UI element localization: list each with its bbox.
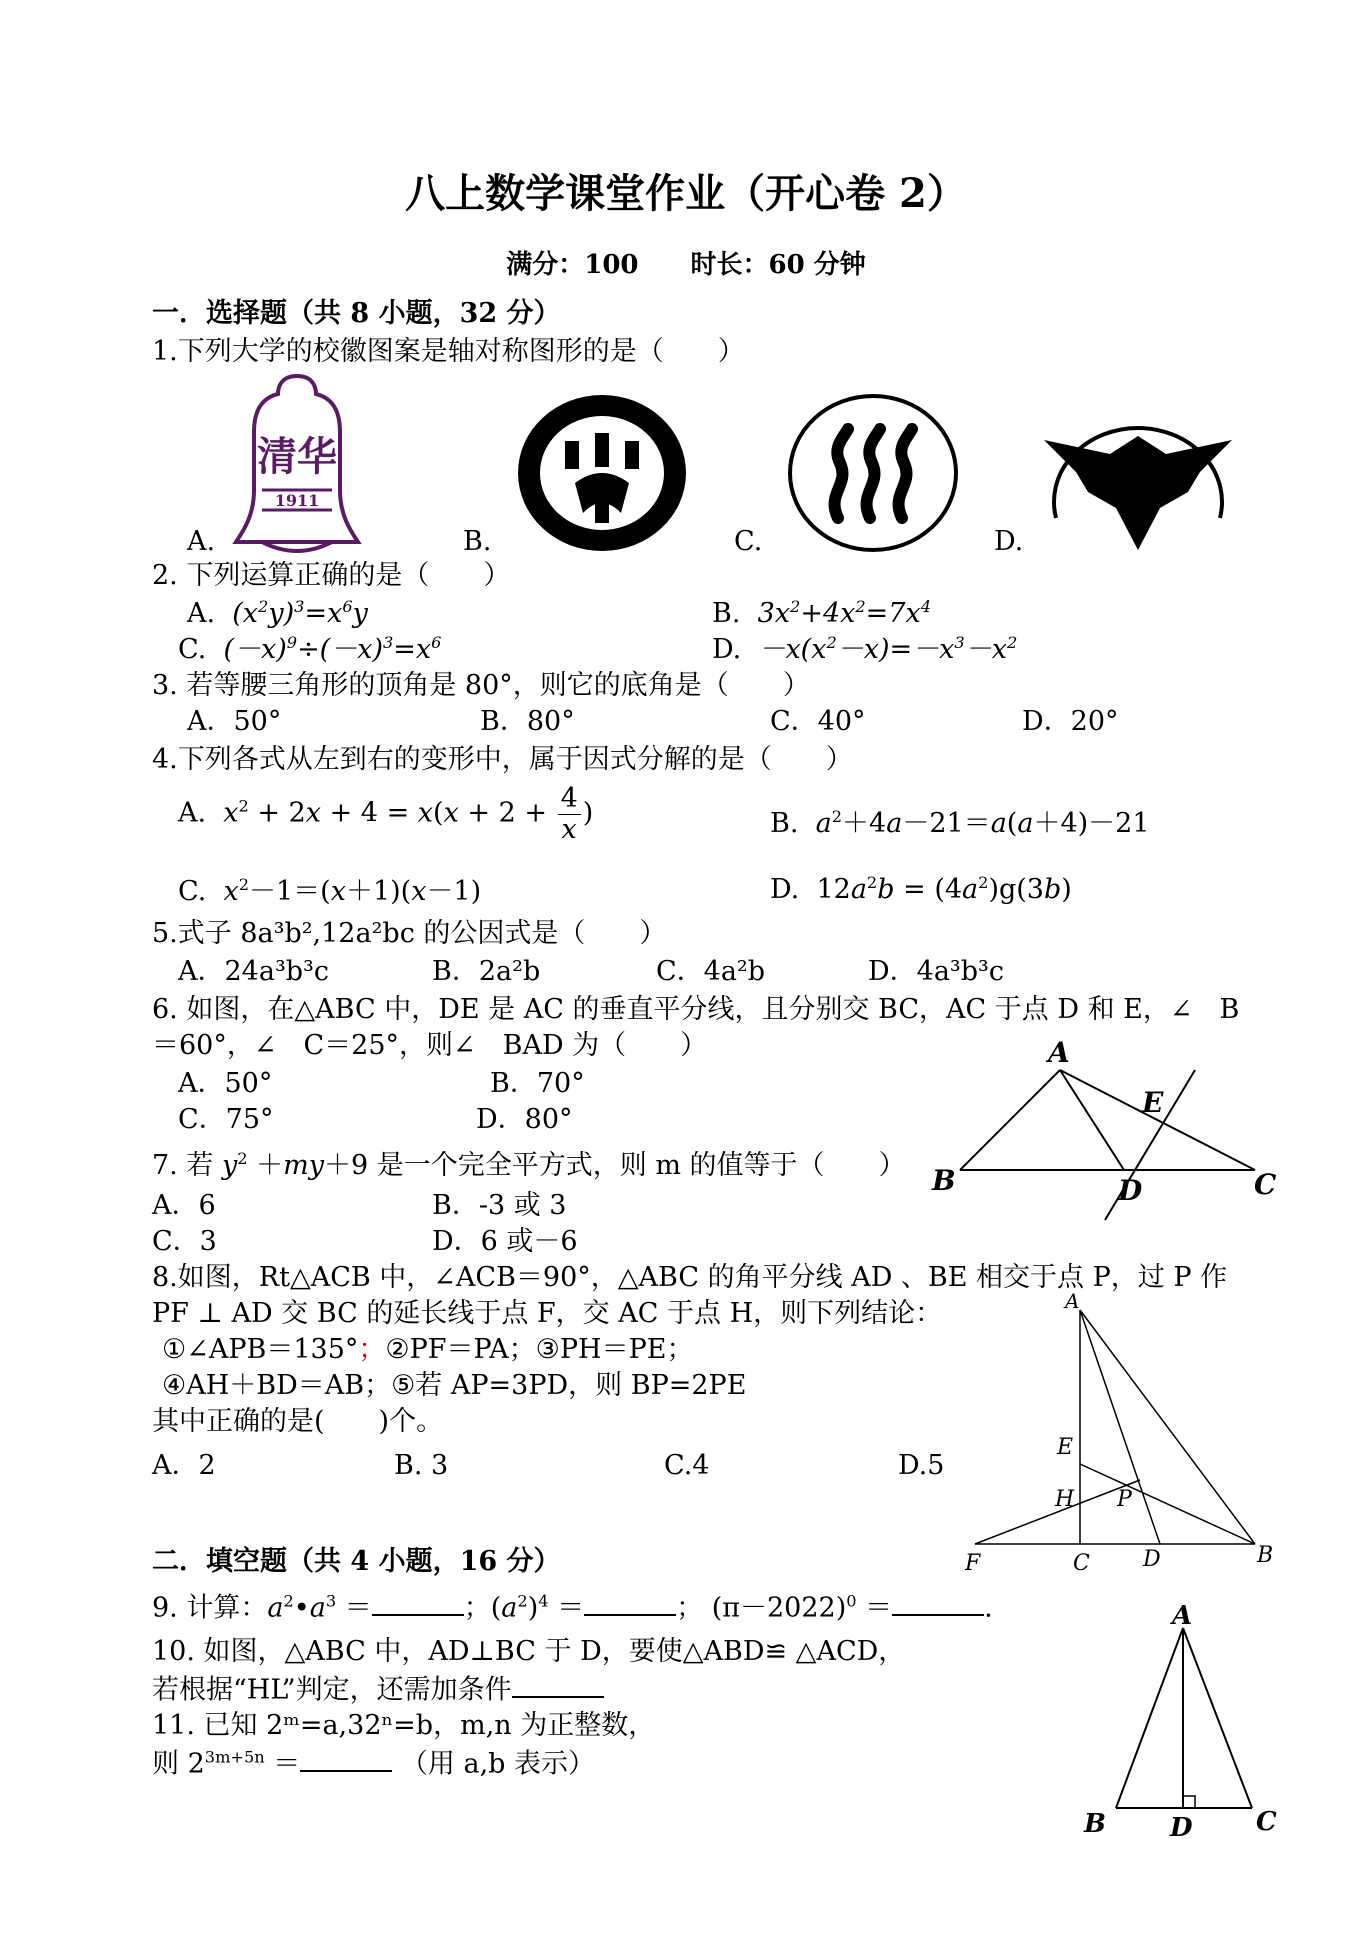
page-title: 八上数学课堂作业（开心卷 2） xyxy=(405,170,967,217)
q4-stem: 4.下列各式从左到右的变形中，属于因式分解的是（ ） xyxy=(152,744,853,775)
q8-option-d: D.5 xyxy=(898,1450,945,1481)
q8-conclusions-line1: ①∠APB＝135°；②PF＝PA；③PH＝PE； xyxy=(162,1334,694,1365)
q6-stem-line1: 6. 如图，在△ABC 中，DE 是 AC 的垂直平分线，且分别交 BC，AC 于点 D 和 E，∠ B xyxy=(152,994,1240,1025)
bell-emblem-icon xyxy=(232,370,362,560)
q6-stem-line2: ＝60°，∠ C＝25°，则∠ BAD 为（ ） xyxy=(152,1030,708,1061)
q8-label-h: H xyxy=(1055,1487,1075,1512)
q1-option-a: A. xyxy=(187,526,216,557)
q7-option-a: A．6 xyxy=(152,1190,216,1221)
q3-option-a: A．50° xyxy=(187,706,282,737)
q10-label-d: D xyxy=(1170,1813,1193,1840)
q6-label-a: A xyxy=(1048,1036,1070,1069)
q3-stem: 3. 若等腰三角形的顶角是 80°，则它的底角是（ ） xyxy=(152,670,810,701)
q8-conclusions-line2: ④AH＋BD＝AB；⑤若 AP=3PD，则 BP=2PE xyxy=(162,1370,747,1401)
q8-option-c: C.4 xyxy=(664,1450,710,1481)
q8-label-c: C xyxy=(1073,1551,1090,1576)
q5-option-a: A．24a³b³c xyxy=(178,956,330,987)
section-1-heading: 一．选择题（共 8 小题，32 分） xyxy=(152,298,561,329)
peking-emblem-icon xyxy=(515,393,690,553)
q8-label-a: A xyxy=(1065,1289,1080,1313)
q8-question: 其中正确的是( )个。 xyxy=(152,1406,444,1437)
q4-option-a: A. $x^2 + 2x + 4 = x(x + 2$ + $\frac{4}{x}$ ) xyxy=(178,783,594,845)
q1-option-b: B. xyxy=(463,526,492,557)
q7-stem: 7. 若 $y^2 +my+9$ 是一个完全平方式，则 m 的值等于（ ） xyxy=(152,1149,906,1181)
q6-option-b: B．70° xyxy=(490,1068,585,1099)
q8-option-b: B. 3 xyxy=(394,1450,449,1481)
emblem-a-year: 1911 xyxy=(274,491,320,510)
exam-meta: 满分：100 时长：60 分钟 xyxy=(506,250,866,280)
q9-blank-3[interactable] xyxy=(892,1590,984,1616)
q7-option-d: D．6 或－6 xyxy=(432,1226,578,1257)
q10-triangle-figure xyxy=(1080,1600,1290,1840)
q4-option-c: C. $x^2-1=(x+1)(x-1)$ xyxy=(178,875,482,907)
wave-emblem-icon xyxy=(786,393,961,553)
q3-option-b: B．80° xyxy=(480,706,575,737)
q5-option-d: D．4a³b³c xyxy=(868,956,1004,987)
q5-option-b: B．2a²b xyxy=(432,956,541,987)
q2-stem: 2. 下列运算正确的是（ ） xyxy=(152,560,511,591)
q8-stem-line1: 8.如图，Rt△ACB 中，∠ACB＝90°，△ABC 的角平分线 AD 、BE 相交于点 P，过 P 作 xyxy=(152,1262,1228,1293)
q6-option-a: A．50° xyxy=(178,1068,273,1099)
q9-line: 9. 计算：$a^2•a^3$ ＝ ；$(a^2)^4$ ＝ ； $(\pi-2022)^0$ ＝ . xyxy=(152,1591,993,1624)
emblem-a-text: 清华 xyxy=(257,433,337,480)
q1-option-d: D. xyxy=(994,526,1024,557)
q8-label-f: F xyxy=(965,1551,981,1576)
q10-line1: 10. 如图，△ABC 中，AD⊥BC 于 D，要使△ABD≌ △ACD， xyxy=(152,1636,906,1667)
q2-option-c: C. $(-x)^9\div(-x)^3=x^6$ xyxy=(178,633,442,665)
q6-option-c: C．75° xyxy=(178,1104,274,1135)
q2-option-a: A. $(x^2y)^3=x^6y$ xyxy=(187,597,368,629)
q4-option-d: D. $12a^2b = (4a^2)g(3b)$ xyxy=(770,873,1072,905)
q10-label-c: C xyxy=(1256,1807,1277,1837)
q11-line2: 则 $2^{3m+5n}$ ＝ （用 a,b 表示） xyxy=(152,1747,596,1780)
q6-label-c: C xyxy=(1254,1168,1277,1201)
q9-blank-1[interactable] xyxy=(372,1590,464,1616)
q2-option-d: D. $-x(x^2-x)=-x^3-x^2$ xyxy=(712,633,1018,665)
q6-label-e: E xyxy=(1142,1086,1164,1119)
q6-option-d: D．80° xyxy=(476,1104,573,1135)
q10-line2: 若根据“HL”判定，还需加条件 xyxy=(152,1672,604,1707)
q9-blank-2[interactable] xyxy=(584,1590,676,1616)
q8-stem-line2: PF ⊥ AD 交 BC 的延长线于点 F，交 AC 于点 H，则下列结论： xyxy=(152,1298,943,1329)
q6-label-b: B xyxy=(932,1164,956,1197)
q11-line1: 11. 已知 2ᵐ=a,32ⁿ=b，m,n 为正整数， xyxy=(152,1710,656,1741)
q7-option-b: B．-3 或 3 xyxy=(432,1190,567,1221)
q2-option-b: B. $3x^2+4x^2=7x^4$ xyxy=(712,597,932,629)
q8-label-p: P xyxy=(1117,1487,1132,1512)
section-2-heading: 二．填空题（共 4 小题，16 分） xyxy=(152,1546,561,1577)
q5-stem: 5.式子 8a³b²,12a²bc 的公因式是（ ） xyxy=(152,918,667,949)
q11-blank[interactable] xyxy=(300,1746,392,1772)
q6-triangle-figure xyxy=(920,1030,1280,1230)
q5-option-c: C．4a²b xyxy=(656,956,766,987)
q8-label-d: D xyxy=(1143,1547,1161,1572)
q1-stem: 1.下列大学的校徽图案是轴对称图形的是（ ） xyxy=(152,336,745,367)
q10-label-b: B xyxy=(1084,1809,1106,1839)
q10-label-a: A xyxy=(1172,1601,1193,1631)
q6-label-d: D xyxy=(1118,1174,1143,1207)
q3-option-c: C．40° xyxy=(770,706,866,737)
q8-label-b: B xyxy=(1257,1543,1274,1568)
eagle-emblem-icon xyxy=(1040,400,1235,560)
q7-option-c: C．3 xyxy=(152,1226,217,1257)
q8-triangle-figure xyxy=(955,1286,1285,1576)
q3-option-d: D．20° xyxy=(1022,706,1119,737)
q1-option-c: C. xyxy=(734,526,763,557)
q8-label-e: E xyxy=(1057,1435,1074,1460)
q10-blank[interactable] xyxy=(512,1672,604,1698)
q8-option-a: A．2 xyxy=(152,1450,216,1481)
q4-option-b: B. $a^2+4a-21=a(a+4)-21$ xyxy=(770,807,1150,839)
